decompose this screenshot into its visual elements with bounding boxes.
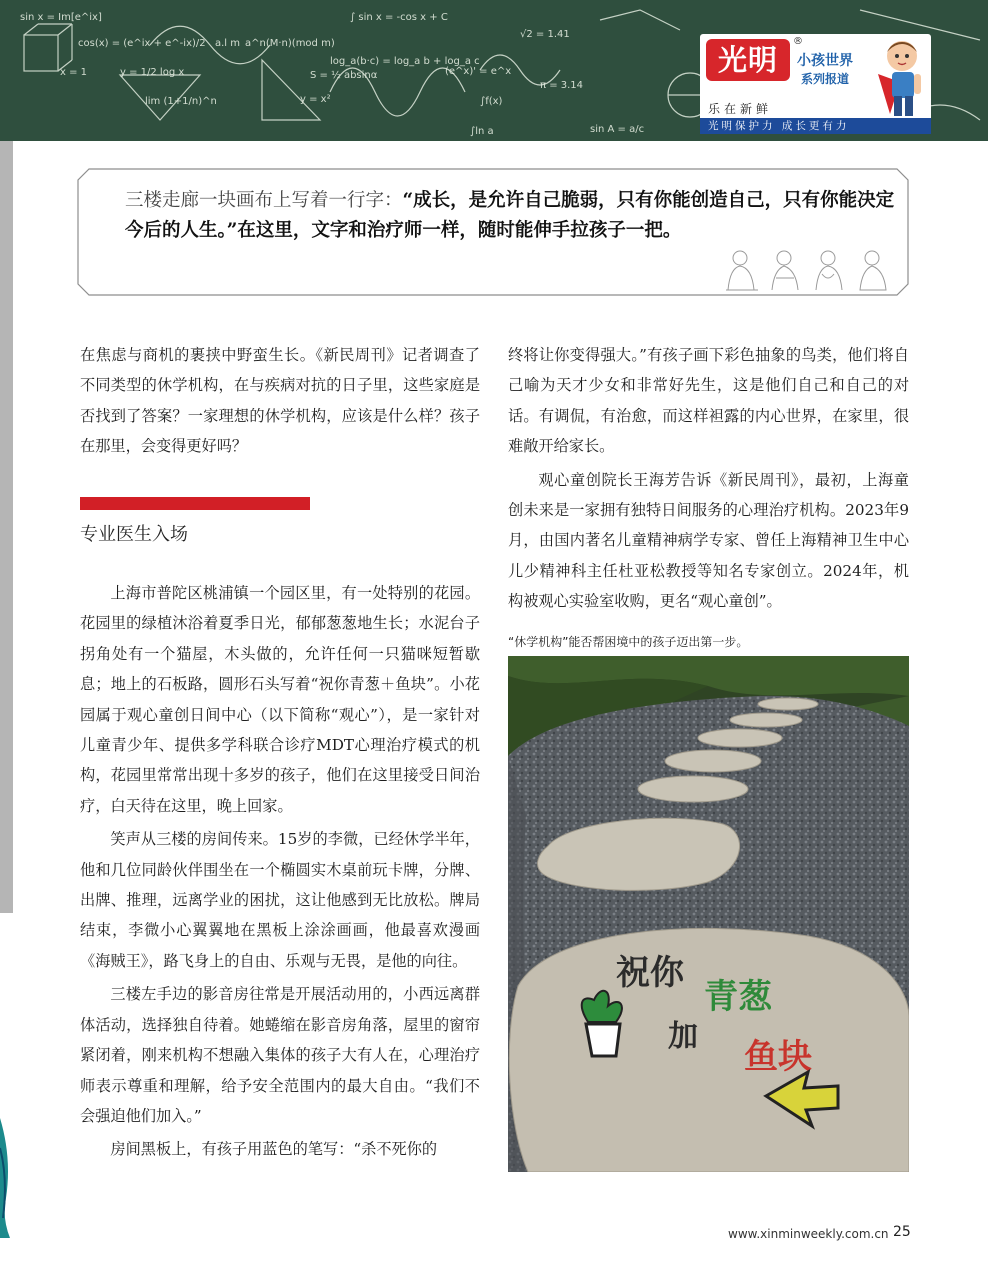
left-column	[80, 340, 480, 465]
page-number: 25	[893, 1224, 911, 1240]
right-column	[508, 340, 909, 620]
brand-logo: 光明	[706, 39, 790, 81]
formula-8: ∫ sin x = -cos x + C	[350, 12, 448, 23]
chalkboard-banner	[0, 0, 988, 141]
formula-7: log_a(b·c) = log_a b + log_a c	[330, 56, 480, 67]
footer-website: www.xinminweekly.com.cn	[728, 1227, 889, 1241]
brand-tagline-bar: 光明保护力 成长更有力	[700, 118, 931, 134]
pull-quote-emphasis: “成长，是允许自己脆弱，只有你能创造自己，只有你能决定今后的人生。”在这里，文字和治疗师一样，随时能伸手拉孩子一把。	[125, 190, 895, 241]
sitting-children-sketch	[718, 248, 898, 294]
superhero-kid-icon	[872, 34, 930, 118]
formula-16: sin A = a/c	[590, 124, 645, 135]
page-edge-strip	[0, 141, 13, 913]
pull-quote-text	[125, 186, 905, 246]
photo-caption: “休学机构”能否帮困境中的孩子迈出第一步。	[508, 635, 749, 649]
body-paragraph-4: 房间黑板上，有孩子用蓝色的笔写：“杀不死你的	[110, 1140, 438, 1159]
formula-13: lim (1+1/n)^n	[145, 96, 217, 107]
garden-path-photo	[508, 656, 909, 1172]
corner-decoration	[0, 1118, 14, 1238]
formula-12: y = x²	[300, 94, 331, 105]
right-paragraph-2: 观心童创院长王海芳告诉《新民周刊》，最初，上海童创未来是一家拥有独特日间服务的心理治疗机构。2023年9月，由国内著名儿童精神病学专家、曾任上海精神卫生中心儿少精神科主任杜亚松教授等知名专家创立。2024年，机构被观心实验室收购，更名“观心童创”。	[508, 470, 909, 611]
formula-14: (e^x)' = e^x	[445, 66, 512, 77]
formula-1: sin x = Im[e^ix]	[20, 12, 102, 23]
formula-15: ∫f(x)	[480, 96, 503, 107]
stone-text-wish: 祝你	[616, 953, 684, 993]
right-paragraph-1: 终将让你变得强大。”有孩子画下彩色抽象的鸟类，他们将自己喻为天才少女和非常好先生，这是他们自己和自己的对话。有调侃，有治愈，而这样袒露的内心世界，在家里，很难敞开给家长。	[508, 346, 909, 456]
left-column-body	[80, 578, 480, 1168]
stone-text-fish: 鱼块	[744, 1037, 812, 1077]
intro-paragraph: 在焦虑与商机的裹挟中野蛮生长。《新民周刊》记者调查了不同类型的休学机构，在与疾病对抗的日子里，这些家庭是否找到了答案？一家理想的休学机构，应该是什么样？孩子在那里，会变得更好吗？	[80, 346, 480, 456]
section-accent-bar	[80, 497, 310, 510]
stone-text-plus: 加	[668, 1019, 698, 1054]
brand-badge	[700, 34, 931, 134]
pull-quote-box	[77, 168, 909, 296]
formula-4: y = 1/2 log x	[120, 67, 185, 78]
stepping-stone-path-illustration	[508, 656, 909, 1172]
body-paragraph-2: 笑声从三楼的房间传来。15岁的李微，已经休学半年，他和几位同龄伙伴围坐在一个椭圆实木桌前玩卡牌，分牌、出牌、推理，远离学业的困扰，这让他感到无比放松。牌局结束，李微小心翼翼地在黑板上涂涂画画，他最喜欢漫画《海贼王》，路飞身上的自由、乐观与无畏，是他的向往。	[80, 830, 480, 970]
formula-3: x = 1	[60, 67, 88, 78]
body-paragraph-1: 上海市普陀区桃浦镇一个园区里，有一处特别的花园。花园里的绿植沐浴着夏季日光，郁郁葱葱地生长；水泥台子拐角处有一个猫屋，木头做的，允许任何一只猫咪短暂歇息；地上的石板路，圆形石头写着“祝你青葱＋鱼块”。小花园属于观心童创日间中心（以下简称“观心”），是一家针对儿童青少年、提供多学科联合诊疗MDT心理治疗模式的机构，花园里常常出现十多岁的孩子，他们在这里接受日间治疗，白天待在这里，晚上回家。	[80, 584, 480, 815]
brand-series-title: 小孩世界	[797, 53, 853, 69]
body-paragraph-3: 三楼左手边的影音房往常是开展活动用的，小西远离群体活动，选择独自待着。她蜷缩在影音房角落，屋里的窗帘紧闭着，刚来机构不想融入集体的孩子大有人在，心理治疗师表示尊重和理解，给予安全范围内的最大自由。“我们不会强迫他们加入。”	[80, 985, 480, 1125]
brand-slogan: 乐在新鲜	[708, 102, 773, 116]
registered-mark: ®	[793, 36, 803, 47]
formula-11: S = ½ absinα	[310, 70, 378, 81]
formula-5: a.l m	[215, 38, 241, 49]
formula-6: a^n(M·n)(mod m)	[245, 38, 335, 49]
pull-quote-lead: 三楼走廊一块画布上写着一行字：	[125, 190, 403, 211]
formula-2: cos(x) = (e^ix + e^-ix)/2	[78, 38, 206, 49]
formula-9: √2 = 1.41	[520, 29, 570, 40]
brand-series-subtitle: 系列报道	[801, 72, 850, 86]
formula-17: ∫ln a	[470, 126, 494, 137]
section-heading: 专业医生入场	[80, 524, 188, 545]
formula-10: π = 3.14	[540, 80, 584, 91]
stone-text-green: 青葱	[704, 977, 772, 1017]
